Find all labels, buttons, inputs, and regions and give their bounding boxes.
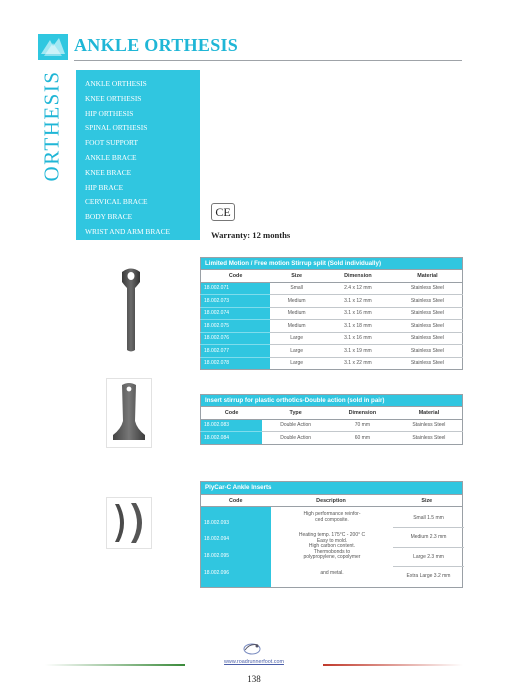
stirrup-split-table (200, 257, 463, 370)
description-line: High performance reinfor- (303, 511, 361, 517)
code-cell: 18.002.073 (201, 295, 271, 308)
dimension-cell: 3.1 x 16 mm (323, 307, 393, 320)
code-cell: 18.002.075 (201, 320, 271, 333)
dimension-cell: 3.1 x 16 mm (323, 332, 393, 345)
dimension-cell: 3.1 x 18 mm (323, 320, 393, 333)
material-cell: Stainless Steel (393, 282, 463, 295)
menu-item-body-brace[interactable]: BODY BRACE (85, 212, 133, 222)
code-cell: 18.002.083 (201, 419, 263, 432)
description-line: Heating temp. 175°C - 200° C (298, 532, 366, 538)
menu-item-hip-orthesis[interactable]: HIP ORTHESIS (85, 108, 134, 118)
ce-mark-icon: CE (211, 203, 235, 221)
column-header: Dimension (329, 407, 396, 420)
table-row (201, 357, 463, 370)
dimension-cell: 3.1 x 12 mm (323, 295, 393, 308)
column-header: Material (396, 407, 463, 420)
table-title: Limited Motion / Free motion Stirrup split (Sold individually) (201, 258, 463, 270)
table-row (201, 320, 463, 333)
description-column (271, 507, 393, 587)
column-header: Code (201, 407, 263, 420)
menu-item-knee-brace[interactable]: KNEE BRACE (85, 167, 132, 177)
menu-item-ankle-orthesis[interactable]: ANKLE ORTHESIS (85, 79, 147, 88)
table-row (201, 345, 463, 358)
page-number: 138 (247, 674, 261, 684)
column-header: Type (262, 407, 329, 420)
page-title: ANKLE ORTHESIS (74, 35, 239, 55)
code-cell: 18.002.094 (204, 536, 230, 542)
dimension-cell: 3.1 x 22 mm (344, 360, 372, 367)
column-header: Code (201, 270, 271, 283)
menu-item-ankle-brace[interactable]: ANKLE BRACE (85, 152, 137, 162)
table-row (201, 332, 463, 345)
plycar-inserts-image (106, 497, 152, 549)
size-cell: Small (270, 282, 323, 295)
size-cell: Large (290, 360, 304, 367)
code-cell: 18.002.078 (201, 357, 271, 370)
material-cell: Stainless Steel (393, 295, 463, 308)
material-cell: Stainless Steel (393, 332, 463, 345)
table-row (201, 432, 463, 445)
insert-stirrup-image (106, 378, 152, 448)
size-cell: Medium (270, 307, 323, 320)
row-divider (393, 527, 464, 528)
material-cell: Stainless Steel (396, 419, 463, 432)
table-row (201, 419, 463, 432)
row-divider (393, 566, 464, 567)
dimension-cell: 3.1 x 19 mm (323, 345, 393, 358)
code-column (201, 507, 271, 587)
code-cell: 18.002.077 (201, 345, 271, 358)
code-cell: 18.002.076 (201, 332, 271, 345)
title-divider (74, 60, 462, 61)
table-header-row (201, 407, 463, 420)
size-cell: Large (270, 345, 323, 358)
size-cell: Medium (270, 320, 323, 333)
brand-logo (38, 34, 68, 60)
roadrunner-logo-icon (240, 640, 264, 656)
description-line: Thermobonds to (313, 548, 351, 555)
side-category-label (40, 70, 64, 182)
side-category-text: ORTHESIS (39, 70, 64, 182)
insert-stirrup-table (200, 394, 463, 445)
size-cell: Large (270, 332, 323, 345)
material-cell: Stainless Steel (410, 360, 444, 367)
table-header-row (201, 270, 463, 283)
dimension-cell: 70 mm (329, 419, 396, 432)
table-row (201, 282, 463, 295)
footer-green-line (45, 664, 185, 666)
menu-item-hip-brace[interactable]: HIP BRACE (85, 182, 124, 192)
code-cell: 18.002.071 (201, 282, 271, 295)
description-line: polypropylene, copolymer (303, 554, 361, 560)
type-cell: Double Action (280, 434, 312, 441)
code-cell: 18.002.095 (204, 553, 230, 559)
description-line: and metal. (320, 570, 344, 576)
size-cell: Medium (270, 295, 323, 308)
column-header: Code (228, 498, 243, 504)
code-cell: 18.002.096 (204, 570, 230, 576)
column-header: Material (393, 270, 463, 283)
size-cell: Extra Large 3.2 mm (406, 573, 451, 579)
website-link[interactable]: www.roadrunnerfoot.com (224, 659, 284, 665)
table-row (201, 295, 463, 308)
menu-item-knee-orthesis[interactable]: KNEE ORTHESIS (85, 93, 142, 103)
row-divider (393, 547, 464, 548)
type-cell: Double Action (262, 419, 329, 432)
column-header: Size (421, 498, 433, 504)
category-menu (76, 70, 200, 240)
plycar-inserts-table (200, 481, 463, 588)
size-cell: Medium 2.3 mm (410, 534, 447, 540)
material-cell: Stainless Steel (393, 345, 463, 358)
table-title: Insert stirrup for plastic orthotics-Double action (sold in pair) (201, 395, 463, 407)
table-row (201, 307, 463, 320)
dimension-cell: 60 mm (354, 434, 370, 441)
code-cell: 18.002.093 (204, 520, 230, 526)
description-line: Easy to mold. (316, 537, 348, 544)
table-title: PlyCar-C Ankle Inserts (201, 482, 462, 494)
footer-red-line (323, 664, 463, 666)
column-header: Size (270, 270, 323, 283)
dimension-cell: 2.4 x 12 mm (323, 282, 393, 295)
description-line: ced composite. (315, 517, 349, 523)
warranty-text: Warranty: 12 months (211, 230, 291, 240)
size-column (393, 507, 464, 587)
menu-item-spinal-orthesis[interactable]: SPINAL ORTHESIS (85, 123, 148, 133)
table-body (201, 507, 462, 587)
size-cell: Small 1.5 mm (413, 515, 444, 521)
size-cell: Large 2.3 mm (413, 554, 444, 560)
stirrup-split-image (116, 266, 146, 354)
table-header-row (201, 494, 462, 507)
column-header: Description (316, 498, 346, 504)
menu-item-foot-support[interactable]: FOOT SUPPORT (85, 138, 139, 148)
menu-item-cervical-brace[interactable]: CERVICAL BRACE (85, 197, 148, 207)
menu-item-wrist-and-arm-brace[interactable]: WRIST AND ARM BRACE (85, 226, 171, 236)
column-header: Dimension (323, 270, 393, 283)
code-cell: 18.002.074 (201, 307, 271, 320)
material-cell: Stainless Steel (393, 307, 463, 320)
material-cell: Stainless Steel (412, 434, 446, 441)
material-cell: Stainless Steel (393, 320, 463, 333)
description-line: High carbon content. (308, 543, 356, 549)
code-cell: 18.002.084 (201, 432, 263, 445)
